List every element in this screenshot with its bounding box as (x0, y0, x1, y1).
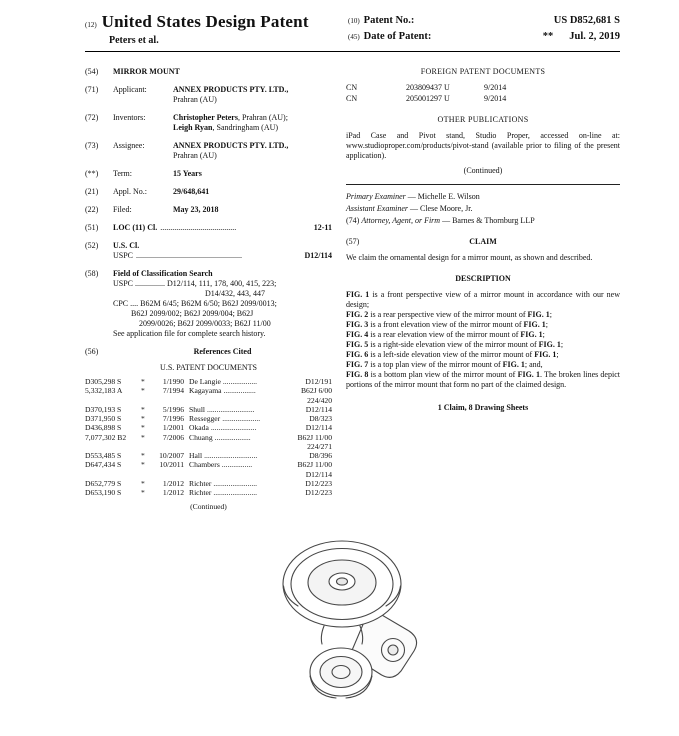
field-title (85, 67, 332, 77)
search-history-note: See application file for complete search history. (113, 329, 266, 338)
field-us-class (85, 241, 332, 261)
leader-dots: ................. (223, 386, 256, 396)
field-loc-class (85, 223, 332, 233)
ref-class: B62J 11/00 (297, 432, 332, 442)
appl-no-value: 29/648,641 (173, 187, 210, 196)
invention-title: MIRROR MOUNT (113, 67, 180, 76)
mirror-mount-figure (258, 534, 448, 709)
foreign-date: 9/2014 (484, 94, 507, 103)
applicant-name: ANNEX PRODUCTS PTY. LTD., (173, 85, 289, 94)
term-extension-marker: ** (542, 31, 554, 42)
other-publications-heading: OTHER PUBLICATIONS (437, 115, 529, 124)
term-value: 15 Years (173, 169, 202, 178)
inid-54: (54) (85, 67, 99, 76)
reference-row (85, 433, 332, 442)
reference-row (85, 479, 332, 488)
figure-description: FIG. 8 is a bottom plan view of the mirror mount of FIG. 1. The broken lines depict portions of the mirror mount that form no part of the claimed design. (346, 370, 620, 389)
reference-row (85, 414, 332, 423)
uspc-search-line-1: USPC ............... D12/114, 111, 178, 400, 415, 223; (113, 279, 277, 288)
ref-class: D8/323 (309, 414, 332, 423)
header-divider (85, 51, 620, 52)
inid-45: (45) (348, 33, 360, 41)
loc-class-value: 12-11 (313, 223, 332, 232)
ref-patent-number: D647,434 S (85, 460, 122, 470)
ref-patent-number: 5,332,183 A (85, 386, 123, 396)
ref-patent-number: D370,193 S (85, 404, 122, 414)
patent-no-value: US D852,681 S (553, 15, 620, 26)
leader-dots: ....................... (213, 478, 258, 488)
applicant-location: Prahran (AU) (173, 95, 217, 104)
claim-heading: CLAIM (469, 237, 497, 246)
leader-dots: ......................... (207, 404, 255, 414)
primary-examiner-line (346, 192, 620, 202)
header (85, 12, 620, 47)
figure-description: FIG. 5 is a right-side elevation view of the mirror mount of FIG. 1; (346, 340, 564, 349)
figure-description: FIG. 6 is a left-side elevation view of the mirror mount of FIG. 1; (346, 350, 559, 359)
ref-date: 5/1996 (162, 404, 184, 414)
inventor-surname: Peters et al. (109, 35, 159, 46)
foreign-country: CN (346, 83, 358, 92)
figure-description: FIG. 3 is a front elevation view of the mirror mount of FIG. 1; (346, 320, 548, 329)
leader-dots: ................ (221, 460, 253, 470)
figure-description: FIG. 2 is a rear perspective view of the mirror mount of FIG. 1; (346, 310, 552, 319)
assistant-examiner-name: — Clese Moore, Jr. (408, 204, 473, 213)
attorney-name: — Barnes & Thornburg LLP (440, 216, 535, 225)
ref-patent-number: D652,779 S (85, 478, 122, 488)
other-publications-body: iPad Case and Pivot stand, Studio Proper, accessed on-line at: www.studioproper.com/products/pivot-stand (available prior to filing of the present application). (346, 131, 620, 160)
claim-heading-row (346, 237, 620, 247)
claim-text: We claim the ornamental design for a mirror mount, as shown and described. (346, 253, 593, 262)
ref-inventor: Hall (189, 451, 203, 460)
field-filed (85, 205, 332, 215)
ref-inventor: Kagayama (189, 386, 222, 396)
ref-inventor: De Langie (189, 377, 221, 386)
ref-date: 1/2001 (162, 423, 184, 433)
applicant-label: Applicant: (113, 85, 147, 94)
assignee-location: Prahran (AU) (173, 151, 217, 160)
header-left (85, 12, 309, 46)
ref-date: 10/2011 (159, 460, 184, 470)
ref-patent-number: D371,950 S (85, 414, 122, 423)
inid-58: (58) (85, 269, 99, 278)
field-assignee (85, 141, 332, 161)
ref-inventor: Richter (189, 478, 212, 488)
ref-patent-number: D305,298 S (85, 377, 122, 386)
inventor-1-name: Christopher Peters (173, 113, 238, 122)
ref-inventor: Shull (189, 404, 206, 414)
ref-cited-by-examiner: * (141, 488, 145, 497)
attorney-label: Attorney, Agent, or Firm (361, 216, 441, 225)
reference-row (85, 405, 332, 414)
title-row (85, 12, 309, 32)
references-table (85, 377, 332, 512)
inventor-2-location: , Sandringham (AU) (212, 123, 279, 132)
assistant-examiner-line (346, 204, 620, 214)
appl-no-label: Appl. No.: (113, 187, 147, 196)
us-class-label: U.S. Cl. (113, 241, 140, 250)
leader-dots: ............................ (204, 451, 258, 460)
ref-date: 7/1996 (162, 414, 184, 423)
inid-22: (22) (85, 205, 99, 214)
foreign-date: 9/2014 (484, 83, 507, 92)
filed-label: Filed: (113, 205, 132, 214)
patent-number-row (348, 15, 620, 26)
leader-dots: ........................ (210, 423, 257, 433)
leader-dots: ..................................................... (136, 251, 243, 260)
ref-date: 7/2006 (162, 432, 184, 442)
claims-sheets-summary: 1 Claim, 8 Drawing Sheets (437, 403, 529, 412)
figure-description: FIG. 1 is a front perspective view of a mirror mount in accordance with our new design; (346, 290, 620, 309)
ref-inventor: Chambers (189, 460, 220, 470)
us-patent-documents-heading: U.S. PATENT DOCUMENTS (160, 363, 257, 372)
inid-12: (12) (85, 21, 97, 29)
field-appl-no (85, 187, 332, 197)
loc-class-label: LOC (11) Cl. (113, 223, 158, 232)
primary-examiner-label: Primary Examiner (346, 192, 406, 201)
ref-class: B62J 6/00 (300, 386, 332, 396)
reference-row (85, 423, 332, 432)
ref-date: 1/2012 (162, 478, 184, 488)
references-cited-heading: References Cited (193, 347, 252, 356)
ref-inventor: Chuang (189, 432, 213, 442)
inid-10: (10) (348, 17, 360, 25)
date-of-patent-label: Date of Patent: (363, 31, 432, 42)
assignee-label: Assignee: (113, 141, 145, 150)
publications-continued-note: (Continued) (463, 166, 503, 175)
field-inventors (85, 113, 332, 133)
document-title: United States Design Patent (101, 12, 309, 31)
inid-51: (51) (85, 223, 99, 232)
inid-73: (73) (85, 141, 99, 150)
leader-dots: ...................................... (160, 223, 237, 232)
inid-74: (74) (346, 216, 360, 225)
left-column (85, 67, 332, 512)
ref-cited-by-examiner: * (141, 478, 145, 488)
cpc-search-line-2: B62J 2099/002; B62J 2099/004; B62J (131, 309, 254, 318)
inid-56: (56) (85, 347, 99, 356)
foreign-patent-row (346, 94, 620, 104)
attorney-line (346, 216, 620, 226)
ref-date: 10/2007 (159, 451, 184, 460)
handlebar-clamp (310, 648, 372, 698)
field-classification-search (85, 269, 332, 339)
ref-cited-by-examiner: * (141, 432, 145, 442)
date-of-patent-row (348, 31, 620, 42)
field-term (85, 169, 332, 179)
uspc-label: USPC (113, 251, 134, 260)
ref-cited-by-examiner: * (141, 451, 145, 460)
figure-area (85, 534, 620, 709)
ref-class: D12/223 (305, 478, 332, 488)
mirror-head (283, 541, 401, 627)
ref-patent-number: D436,898 S (85, 423, 122, 433)
ref-patent-number: D653,190 S (85, 488, 122, 497)
search-field-label: Field of Classification Search (113, 269, 213, 278)
ref-inventor: Richter (189, 488, 212, 497)
cpc-search-line-3: 2099/0026; B62J 2099/0033; B62J 11/00 (139, 319, 271, 328)
ref-cited-by-examiner: * (141, 386, 145, 396)
inventor-2-name: Leigh Ryan (173, 123, 213, 132)
reference-row (85, 377, 332, 386)
description-heading-row (346, 274, 620, 284)
figure-description: FIG. 4 is a rear elevation view of the mirror mount of FIG. 1; (346, 330, 545, 339)
references-continued-note: (Continued) (190, 502, 227, 512)
inid-57: (57) (346, 237, 360, 246)
inventor-1-location: , Prahran (AU); (237, 113, 288, 122)
header-right (348, 12, 620, 47)
ref-inventor: Ressegger (189, 414, 221, 423)
ref-cited-by-examiner: * (141, 404, 145, 414)
inid-52: (52) (85, 241, 99, 250)
ref-class-continuation: 224/420 (307, 395, 332, 405)
ref-date: 7/1994 (162, 386, 184, 396)
foreign-number: 203809437 U (406, 83, 450, 92)
inid-72: (72) (85, 113, 99, 122)
leader-dots: .................. (222, 377, 258, 386)
primary-examiner-name: — Michelle E. Wilson (405, 192, 480, 201)
field-references (85, 347, 332, 373)
reference-row (85, 386, 332, 395)
ref-class: D12/114 (305, 423, 332, 433)
ref-cited-by-examiner: * (141, 377, 145, 386)
ref-class: D12/114 (305, 404, 332, 414)
ref-class-continuation: D12/114 (305, 469, 332, 479)
ref-cited-by-examiner: * (141, 460, 145, 470)
ref-date: 1/1990 (162, 377, 184, 386)
leader-dots: ....................... (213, 488, 258, 497)
ref-cited-by-examiner: * (141, 414, 145, 423)
leader-dots: .................... (222, 414, 261, 423)
inid-term: (**) (85, 169, 99, 178)
figure-description: FIG. 7 is a top plan view of the mirror mount of FIG. 1; and, (346, 360, 543, 369)
foreign-patents-heading: FOREIGN PATENT DOCUMENTS (420, 67, 546, 76)
ref-patent-number: 7,077,302 B2 (85, 432, 127, 442)
term-label: Term: (113, 169, 132, 178)
ref-class-continuation: 224/271 (307, 441, 332, 451)
uspc-value: D12/114 (304, 251, 332, 260)
field-applicant (85, 85, 332, 105)
reference-row (85, 451, 332, 460)
description-heading: DESCRIPTION (455, 274, 511, 283)
inid-71: (71) (85, 85, 99, 94)
reference-row (85, 460, 332, 469)
foreign-patents-table (346, 83, 620, 104)
foreign-country: CN (346, 94, 358, 103)
ref-class: D12/191 (305, 377, 332, 386)
assignee-name: ANNEX PRODUCTS PTY. LTD., (173, 141, 289, 150)
ref-patent-number: D553,485 S (85, 451, 122, 460)
examiner-block (346, 184, 620, 226)
ref-inventor: Okada (189, 423, 209, 433)
ref-cited-by-examiner: * (141, 423, 145, 433)
filed-value: May 23, 2018 (173, 205, 219, 214)
ref-date: 1/2012 (162, 488, 184, 497)
assistant-examiner-label: Assistant Examiner (346, 204, 408, 213)
inid-21: (21) (85, 187, 99, 196)
body-columns (85, 67, 620, 512)
date-of-patent-value: Jul. 2, 2019 (569, 31, 620, 42)
foreign-number: 205001297 U (406, 94, 450, 103)
reference-row (85, 488, 332, 497)
leader-dots: ................... (214, 432, 251, 442)
right-column (346, 67, 620, 512)
uspc-search-line-2: D14/432, 443, 447 (205, 289, 265, 298)
ref-class: D12/223 (305, 488, 332, 497)
foreign-patent-row (346, 83, 620, 93)
cpc-search-line-1: CPC .... B62M 6/45; B62M 6/50; B62J 2099/0013; (113, 299, 277, 308)
ref-class: B62J 11/00 (297, 460, 332, 470)
inventors-label: Inventors: (113, 113, 146, 122)
ref-class: D8/396 (309, 451, 332, 460)
patent-no-label: Patent No.: (363, 15, 415, 26)
